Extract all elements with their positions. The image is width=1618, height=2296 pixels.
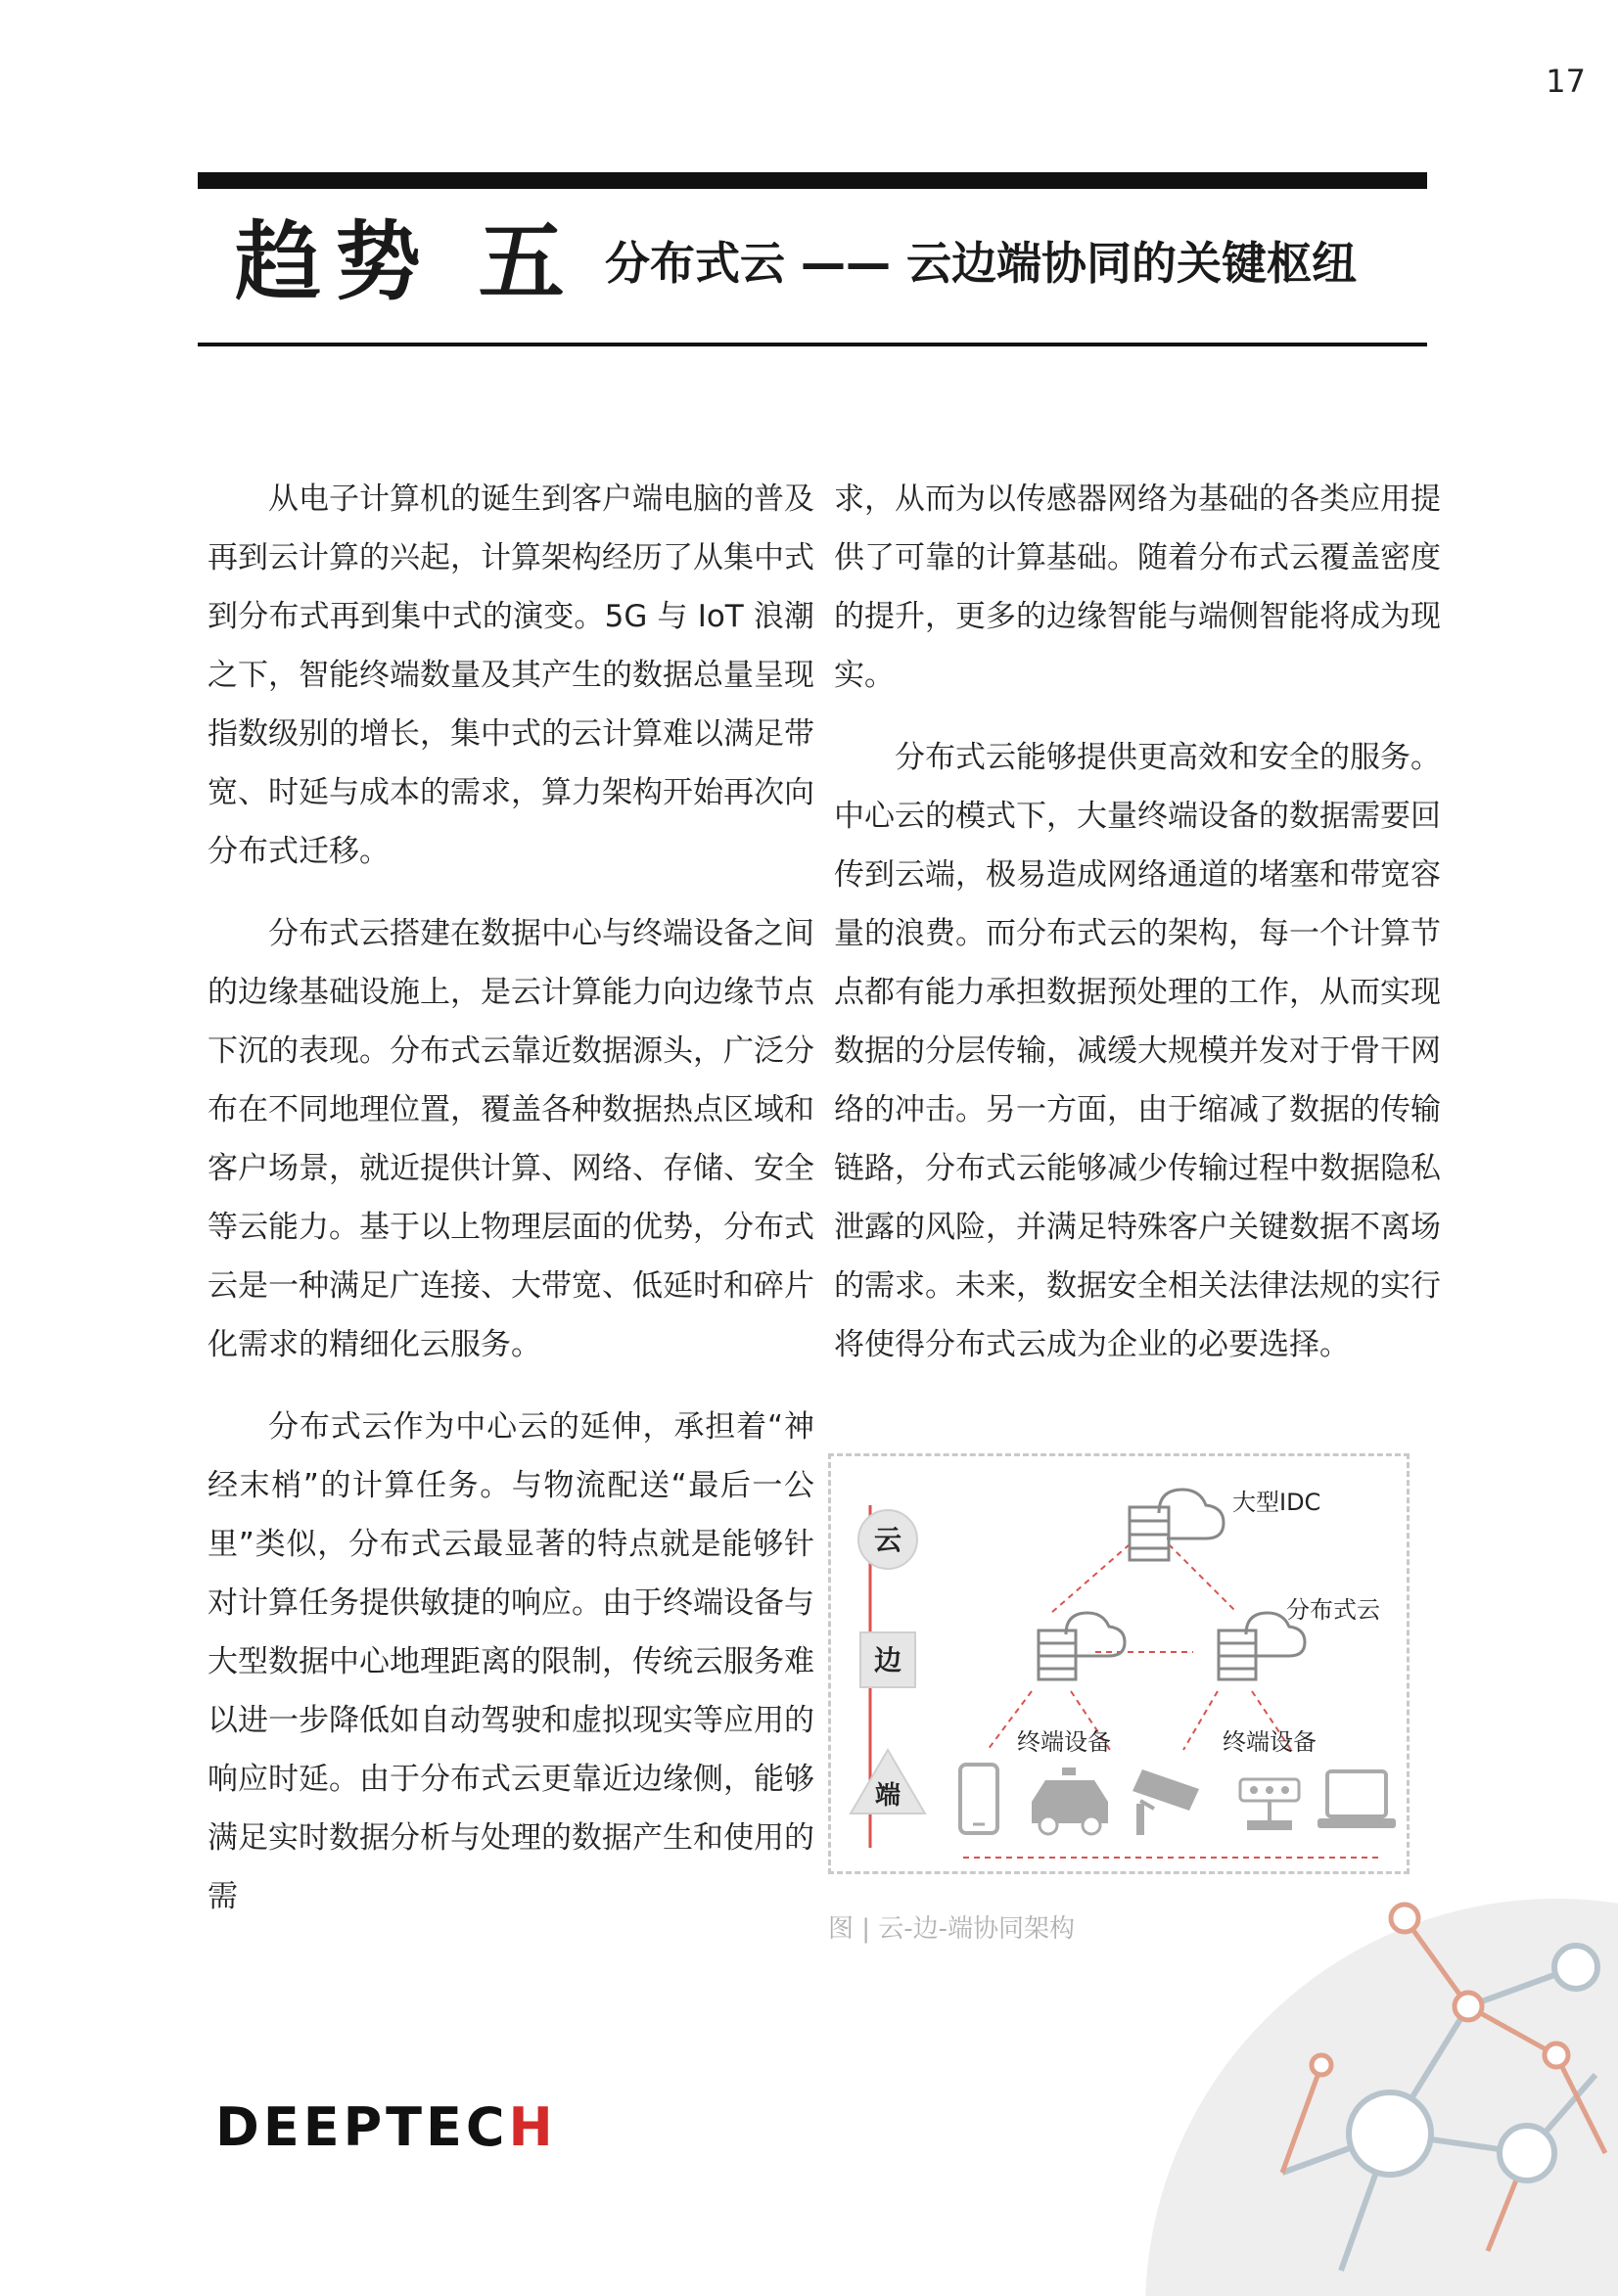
trend-subtitle: 分布式云 —— 云边端协同的关键枢纽 — [605, 237, 1358, 290]
decorative-network-graphic — [1145, 1860, 1618, 2296]
idc-label: 大型IDC — [1232, 1489, 1321, 1516]
layer-edge-badge — [860, 1632, 915, 1687]
left-column — [208, 470, 814, 1950]
svg-text:云: 云 — [873, 1524, 902, 1556]
terminal-label-left: 终端设备 — [1017, 1728, 1111, 1756]
svg-text:边: 边 — [873, 1644, 902, 1676]
page-number: 17 — [1546, 63, 1586, 100]
right-column — [834, 470, 1441, 1398]
phone-icon — [960, 1765, 997, 1833]
distributed-cloud-label: 分布式云 — [1286, 1596, 1380, 1624]
connection-lines — [963, 1544, 1379, 1858]
paragraph: 从电子计算机的诞生到客户端电脑的普及再到云计算的兴起，计算架构经历了从集中式到分布式再到集中式的演变。5G 与 IoT 浪潮之下，智能终端数量及其产生的数据总量呈现指数级别的增长，集中式的云计算难以满足带宽、时延与成本的需求，算力架构开始再次向分布式迁移。 — [208, 482, 814, 869]
paragraph: 分布式云作为中心云的延伸，承担着“神经末梢”的计算任务。与物流配送“最后一公里”类似，分布式云最显著的特点就是能够针对计算任务提供敏捷的响应。由于终端设备与大型数据中心地理距离的限制，传统云服务难以进一步降低如自动驾驶和虚拟现实等应用的响应时延。由于分布式云更靠近边缘侧，能够满足实时数据分析与处理的数据产生和使用的需 — [208, 1409, 814, 1914]
logo-text: DEEPTECH — [215, 2096, 557, 2158]
paragraph: 分布式云能够提供更高效和安全的服务。中心云的模式下，大量终端设备的数据需要回传到云端，极易造成网络通道的堵塞和带宽容量的浪费。而分布式云的架构，每一个计算节点都有能力承担数据预处理的工作，从而实现数据的分层传输，减缓大规模并发对于骨干网络的冲击。另一方面，由于缩减了数据的传输链路，分布式云能够减少传输过程中数据隐私泄露的风险，并满足特殊客户关键数据不离场的需求。未来，数据安全相关法律法规的实行将使得分布式云成为企业的必要选择。 — [834, 740, 1441, 1362]
edge-server-icon — [1039, 1613, 1125, 1679]
car-icon — [1032, 1768, 1108, 1834]
cloud-edge-terminal-diagram — [828, 1453, 1410, 1874]
camera-icon — [1133, 1769, 1199, 1835]
layer-cloud-badge — [858, 1510, 917, 1569]
trend-title: 趋势 五 — [235, 211, 578, 312]
terminal-label-right: 终端设备 — [1223, 1728, 1317, 1756]
deeptech-logo — [215, 2096, 557, 2158]
sensor-icon — [1240, 1779, 1299, 1830]
paragraph: 分布式云搭建在数据中心与终端设备之间的边缘基础设施上，是云计算能力向边缘节点下沉的表现。分布式云靠近数据源头，广泛分布在不同地理位置，覆盖各种数据热点区域和客户场景，就近提供计算、网络、存储、安全等云能力。基于以上物理层面的优势，分布式云是一种满足广连接、大带宽、低延时和碎片化需求的精细化云服务。 — [208, 916, 814, 1362]
paragraph-continuation: 求，从而为以传感器网络为基础的各类应用提供了可靠的计算基础。随着分布式云覆盖密度的提升，更多的边缘智能与端侧智能将成为现实。 — [834, 482, 1441, 693]
header-top-rule — [198, 172, 1427, 189]
header-bottom-rule — [198, 343, 1427, 346]
figure-caption: 图 | 云-边-端协同架构 — [828, 1914, 1076, 1944]
layer-terminal-badge — [851, 1750, 925, 1814]
idc-server-icon — [1130, 1490, 1224, 1560]
diagram-canvas — [831, 1456, 1412, 1877]
laptop-icon — [1318, 1771, 1396, 1828]
svg-text:端: 端 — [874, 1781, 901, 1811]
